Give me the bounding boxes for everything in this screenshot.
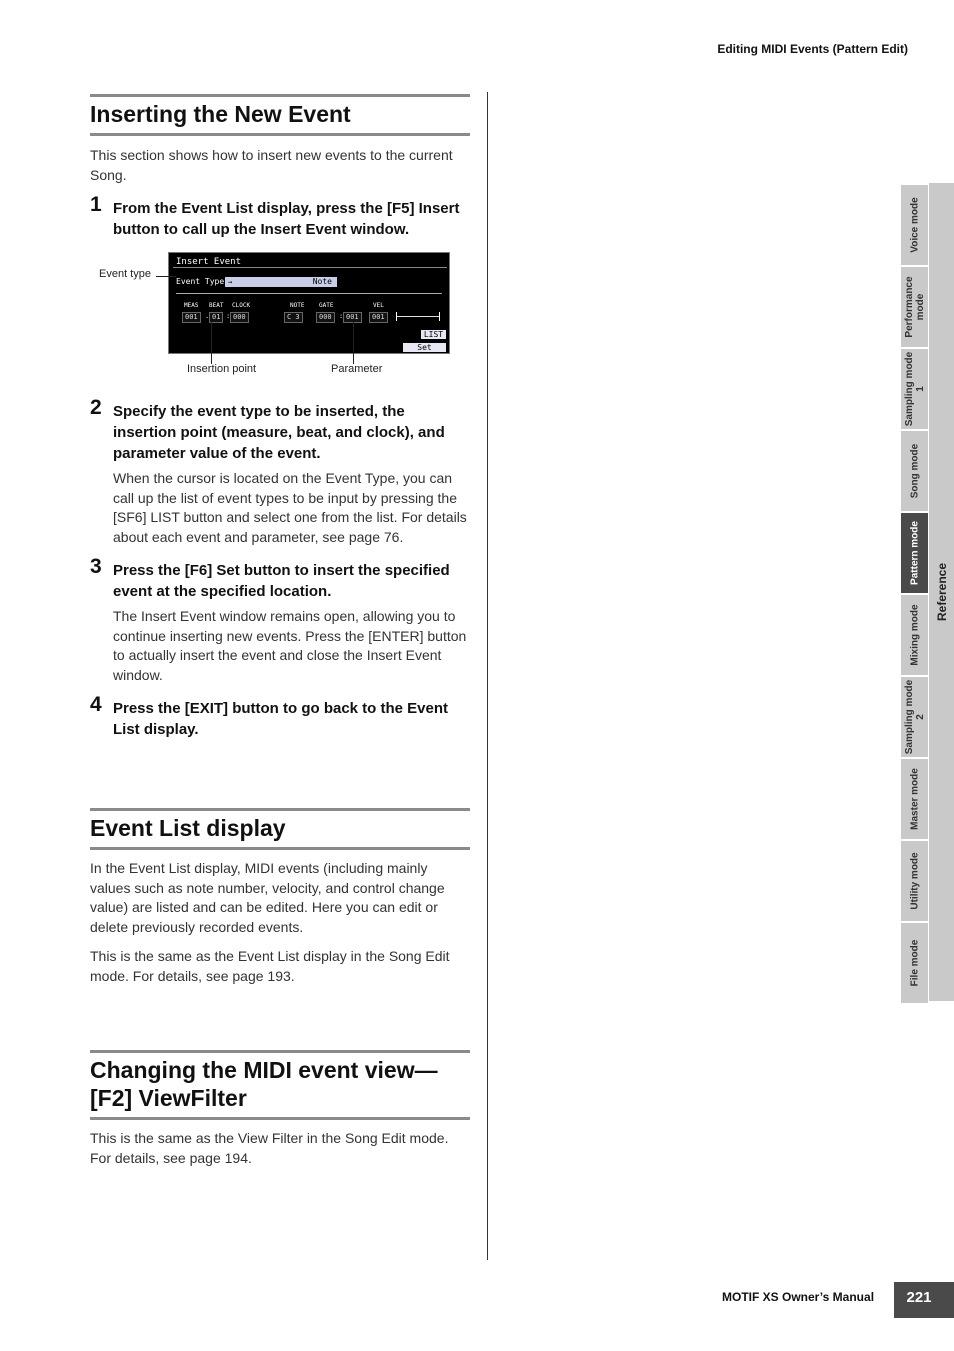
- tab-song-mode[interactable]: [901, 431, 928, 511]
- tab-label: Master mode: [909, 768, 920, 830]
- step-description: When the cursor is located on the Event Type, you can call up the list of event types to be input by pressing the [SF6] LIST button and select one from the list. For details about each event and parameter, see page 76.: [113, 470, 467, 545]
- lcd-velocity-slider[interactable]: [397, 316, 439, 317]
- leader-line: [211, 322, 212, 364]
- tab-label: Performance mode: [903, 276, 926, 338]
- tab-file-mode[interactable]: [901, 923, 928, 1003]
- step-description: The Insert Event window remains open, allowing you to continue inserting new events. Press the [ENTER] button to actually insert the event and close the Insert Event window.: [113, 608, 467, 683]
- lcd-vel-value[interactable]: 001: [369, 312, 388, 323]
- lcd-event-type-label: Event Type: [176, 277, 225, 286]
- side-tabs: [901, 185, 928, 1005]
- leader-line: [156, 276, 176, 277]
- lcd-sep: :: [339, 312, 344, 320]
- lcd-col-note: NOTE: [290, 302, 305, 309]
- tab-label: Mixing mode: [909, 604, 920, 666]
- footer-manual-title: MOTIF XS Owner’s Manual: [722, 1290, 875, 1304]
- lcd-sep: :: [226, 312, 231, 320]
- insert-event-figure: [90, 246, 470, 384]
- tab-label: Sampling mode 2: [903, 679, 926, 755]
- tab-label: File mode: [909, 939, 920, 987]
- tab-sampling-mode-1[interactable]: [901, 349, 928, 429]
- lcd-clock-value[interactable]: 000: [230, 312, 249, 323]
- tab-utility-mode[interactable]: [901, 841, 928, 921]
- arrow-right-icon: →: [228, 278, 233, 286]
- running-header: Editing MIDI Events (Pattern Edit): [717, 42, 908, 56]
- tab-label: Song mode: [909, 443, 920, 499]
- intro-paragraph: This section shows how to insert new events to the current Song.: [90, 147, 453, 183]
- lcd-col-vel: VEL: [373, 302, 384, 309]
- tab-label: Pattern mode: [909, 521, 920, 585]
- main-column: [90, 94, 470, 1168]
- step-2: [90, 396, 470, 547]
- lcd-meas-value[interactable]: 001: [182, 312, 201, 323]
- section-heading-inserting: Inserting the New Event: [90, 94, 470, 136]
- lcd-title: Insert Event: [176, 257, 242, 267]
- tab-master-mode[interactable]: [901, 759, 928, 839]
- lcd-set-button[interactable]: Set: [403, 343, 446, 352]
- step-number: 1: [90, 193, 102, 216]
- section-heading-viewfilter: Changing the MIDI event view—[F2] ViewFilter: [90, 1050, 470, 1120]
- lcd-beat-value[interactable]: 01: [209, 312, 223, 323]
- step-3: [90, 555, 470, 685]
- lcd-col-gate: GATE: [319, 302, 334, 309]
- lcd-col-clock: CLOCK: [232, 302, 251, 309]
- tab-label: Voice mode: [909, 197, 920, 253]
- step-number: 3: [90, 555, 102, 578]
- tab-label: Utility mode: [909, 852, 920, 910]
- tab-voice-mode[interactable]: [901, 185, 928, 265]
- section-heading-event-list: Event List display: [90, 808, 470, 850]
- reference-bar: [929, 183, 954, 1001]
- step-instruction: Specify the event type to be inserted, the insertion point (measure, beat, and clock), and parameter value of the event.: [113, 403, 445, 462]
- tab-performance-mode[interactable]: [901, 267, 928, 347]
- tab-label: Sampling mode 1: [903, 351, 926, 427]
- callout-event-type: Event type: [99, 268, 151, 280]
- event-list-paragraph: This is the same as the Event List display in the Song Edit mode. For details, see page 193.: [90, 948, 450, 984]
- step-instruction: From the Event List display, press the [F5] Insert button to call up the Insert Event window.: [113, 200, 460, 238]
- column-divider: [487, 92, 488, 1260]
- step-number: 4: [90, 693, 102, 716]
- step-number: 2: [90, 396, 102, 419]
- lcd-sep: .: [205, 312, 210, 320]
- viewfilter-paragraph: This is the same as the View Filter in the Song Edit mode. For details, see page 194.: [90, 1130, 449, 1166]
- lcd-list-button[interactable]: LIST: [421, 330, 446, 339]
- step-1: [90, 193, 470, 240]
- reference-label: Reference: [934, 562, 949, 622]
- lcd-note-value[interactable]: C 3: [284, 312, 303, 323]
- callout-insertion-point: Insertion point: [187, 363, 257, 375]
- tab-mixing-mode[interactable]: [901, 595, 928, 675]
- leader-line: [353, 322, 354, 364]
- lcd-divider: [176, 293, 442, 294]
- tab-pattern-mode[interactable]: [901, 513, 928, 593]
- step-instruction: Press the [F6] Set button to insert the specified event at the specified location.: [113, 562, 450, 600]
- callout-parameter: Parameter: [331, 363, 383, 375]
- lcd-slider-end: [439, 312, 440, 321]
- lcd-gate-value-1[interactable]: 000: [316, 312, 335, 323]
- lcd-divider: [173, 267, 447, 268]
- lcd-event-type-value: Note: [312, 277, 332, 286]
- lcd-col-beat: BEAT: [209, 302, 224, 309]
- tab-sampling-mode-2[interactable]: [901, 677, 928, 757]
- step-4: [90, 693, 470, 740]
- lcd-col-meas: MEAS: [184, 302, 199, 309]
- event-list-paragraph: In the Event List display, MIDI events (including mainly values such as note number, velocity, and control change value) are listed and can be edited. Here you can edit or delete previously recorded events.: [90, 860, 445, 935]
- lcd-event-type-field[interactable]: [225, 277, 337, 287]
- page-number: 221: [894, 1282, 954, 1318]
- step-instruction: Press the [EXIT] button to go back to the Event List display.: [113, 700, 449, 738]
- lcd-gate-value-2[interactable]: 001: [343, 312, 362, 323]
